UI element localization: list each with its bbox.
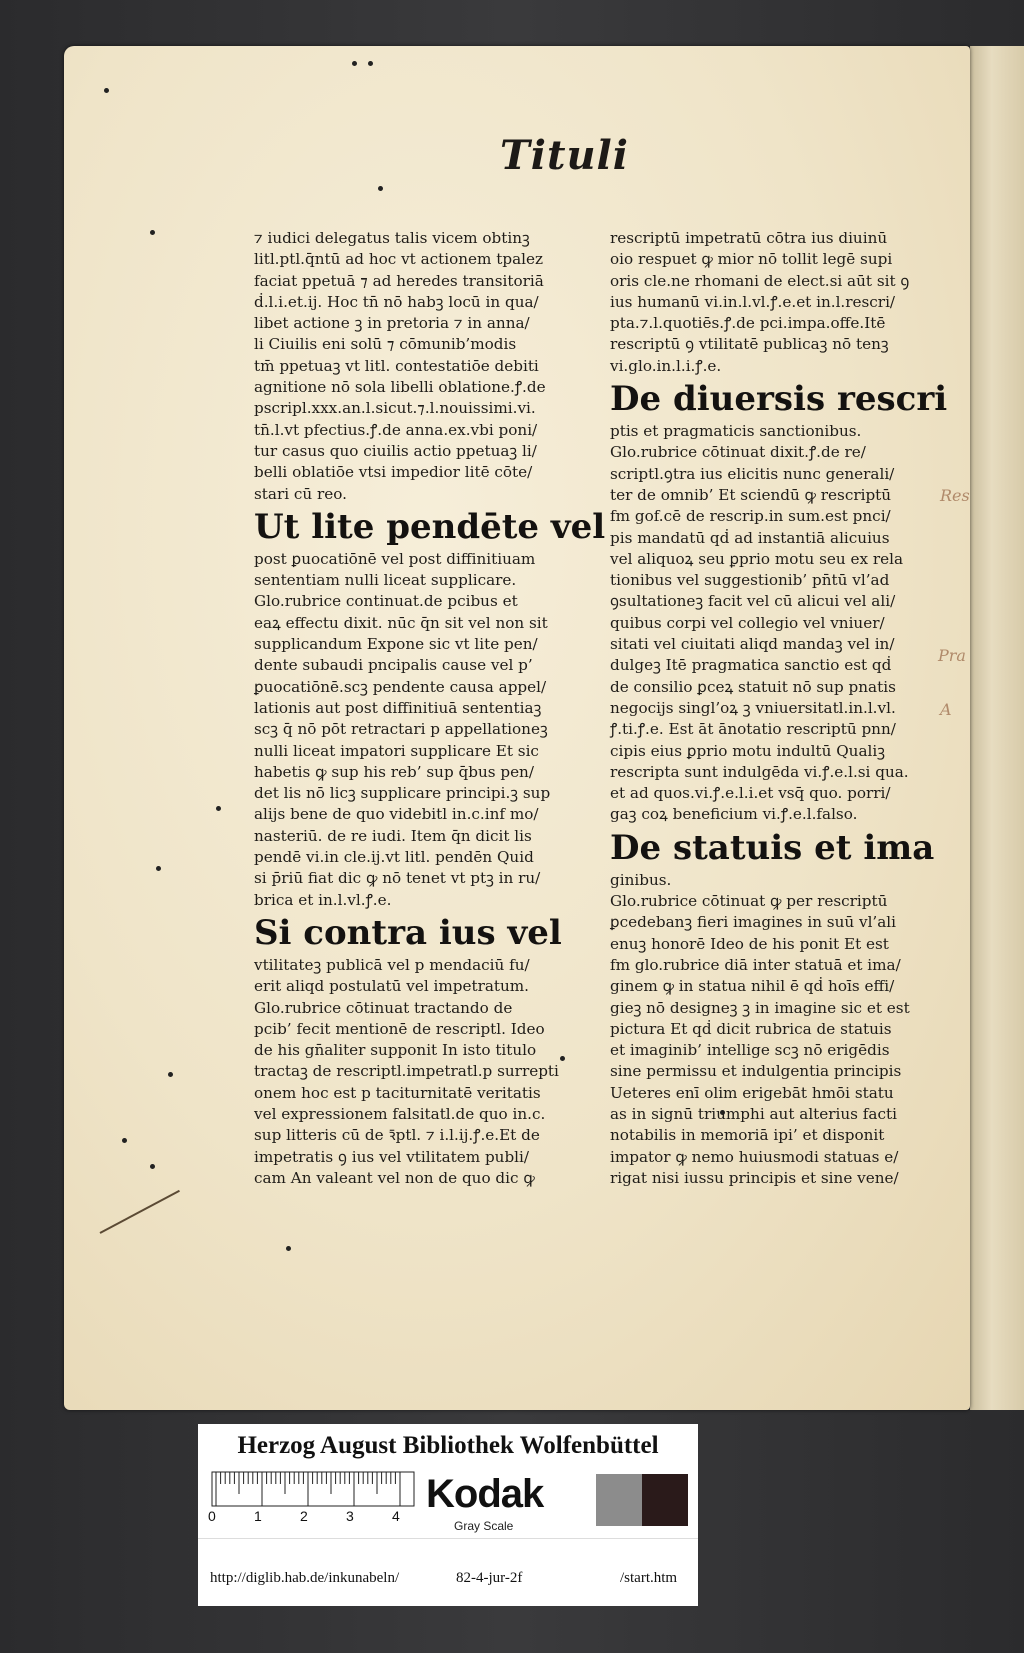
text-line: vel aliquoꝝ seu ꝑprio motu seu ex rela: [610, 549, 904, 568]
text-line: ḋ.l.i.et.ij. Hoc tn̄ nō habꝫ locū in qua/: [254, 292, 539, 311]
text-line: ꝑcedebanꝫ fieri imagines in suū vl’ali: [610, 913, 897, 932]
section-heading: Ut lite pendēte vel: [254, 506, 606, 547]
library-name: Herzog August Bibliothek Wolfenbüttel: [237, 1432, 659, 1459]
card-divider: [198, 1538, 698, 1539]
dot-mark: [104, 88, 109, 93]
text-line: impetratis ꝯ ius vel vtilitatem publi/: [254, 1147, 530, 1166]
text-line: vi.glo.in.l.i.ꝭ.e.: [610, 356, 722, 375]
text-line: enuꝫ honorē Ideo de his ponit Et est: [610, 934, 889, 953]
text-line: ter de omnib’ Et sciendū ꝙ rescriptū: [610, 485, 892, 504]
text-line: Glo.rubrice cōtinuat ꝙ per rescriptū: [610, 892, 888, 911]
gray-swatch: [596, 1474, 642, 1526]
color-target-card: [198, 1424, 698, 1606]
gray-scale-label: Gray Scale: [454, 1519, 514, 1533]
ruler-number: 1: [254, 1508, 262, 1524]
text-line: de consilio ꝑceꝝ statuit nō sup pnatis: [610, 677, 896, 696]
margin-note: Res: [940, 486, 970, 505]
text-line: gieꝫ nō designeꝫ ꝫ in imagine sic et est: [610, 998, 910, 1017]
text-line: nulli liceat impatori supplicare Et sic: [254, 741, 539, 760]
text-line: dulgeꝫ Itē pragmatica sanctio est qḋ: [610, 656, 892, 675]
dot-mark: [368, 61, 373, 66]
right-block-a: [610, 228, 926, 377]
text-line: sup litteris cū de ꝛ̄ptl. ⁊ i.l.ij.ꝭ.e.Et de: [254, 1126, 540, 1145]
text-line: libet actione ꝫ in pretoria ⁊ in anna/: [254, 314, 530, 333]
text-line: onem hoc est p taciturnitatē veritatis: [254, 1083, 541, 1102]
text-line: fm glo.rubrice diā inter statuā et ima/: [610, 955, 901, 974]
dot-mark: [286, 1246, 291, 1251]
shelfmark: 82-4-jur-2f: [456, 1570, 523, 1586]
text-line: Glo.rubrice continuat.de pcibus et: [254, 592, 518, 611]
url-right: /start.htm: [620, 1570, 678, 1586]
right-text-column: [610, 228, 948, 1189]
text-line: Glo.rubrice cōtinuat dixit.ꝭ.de re/: [610, 443, 866, 462]
left-block-c: [254, 955, 570, 1189]
dot-mark: [156, 866, 161, 871]
text-line: pictura Et qḋ dicit rubrica de statuis: [610, 1019, 892, 1038]
right-block-c: [610, 870, 926, 1189]
text-line: oris cle.ne rhomani de elect.si aūt sit ꝯ: [610, 271, 910, 290]
kodak-logo: Kodak: [426, 1472, 544, 1516]
text-line: pendē vi.in cle.ij.vt litl. pendēn Quid: [254, 848, 534, 867]
url-left: http://diglib.hab.de/inkunabeln/: [210, 1570, 400, 1586]
text-line: tm̄ ppetuaꝫ vt litl. contestatiōe debiti: [254, 356, 539, 375]
text-line: erit aliqd postulatū vel impetratum.: [254, 977, 529, 996]
text-line: rigat nisi iussu principis et sine vene/: [610, 1168, 899, 1187]
page-header: Tituli: [500, 132, 629, 179]
text-line: Ueteres enī olim erigebāt hmōi statu: [610, 1083, 894, 1102]
dot-mark: [122, 1138, 127, 1143]
text-line: pta.⁊.l.quotiēs.ꝭ.de pci.impa.offe.Itē: [610, 314, 886, 333]
text-line: Glo.rubrice cōtinuat tractando de: [254, 998, 513, 1017]
text-line: impator ꝙ nemo huiusmodi statuas e/: [610, 1147, 899, 1166]
text-line: oio respuet ꝙ mior nō tollit legē supi: [610, 250, 893, 269]
text-line: negocijs singl’oꝝ ꝫ vniuersitatl.in.l.vl.: [610, 698, 896, 717]
text-line: pcib’ fecit mentionē de rescriptl. Ideo: [254, 1019, 545, 1038]
next-page-edge: [970, 46, 1024, 1410]
text-line: ꝭ.ti.ꝭ.e. Est āt ānotatio rescriptū pnn/: [610, 720, 896, 739]
text-line: quibus corpi vel collegio vel vniuer/: [610, 613, 885, 632]
dot-mark: [216, 806, 221, 811]
text-line: si p̄riū fiat dic ꝙ nō tenet vt ptꝫ in ru/: [254, 869, 541, 888]
text-line: litl.ptl.q̄ntū ad hoc vt actionem tpalez: [254, 250, 543, 269]
text-line: sententiam nulli liceat supplicare.: [254, 571, 517, 590]
text-line: lationis aut post diffinitiuā sententiaꝫ: [254, 698, 542, 717]
text-line: ꝑuocatiōnē.scꝫ pendente causa appel/: [254, 677, 547, 696]
text-line: nasteriū. de re iudi. Item q̄n dicit lis: [254, 826, 532, 845]
text-line: de his gn̄aliter supponit In isto titulo: [254, 1041, 537, 1060]
text-line: ius humanū vi.in.l.vl.ꝭ.e.et in.l.rescri/: [610, 292, 896, 311]
ruler-number: 2: [300, 1508, 308, 1524]
text-line: ptis et pragmaticis sanctionibus.: [610, 422, 862, 441]
left-text-column: [254, 228, 606, 1189]
text-line: dente subaudi pncipalis cause vel p’: [254, 656, 533, 675]
text-line: rescripta sunt indulgēda vi.ꝭ.e.l.si qua.: [610, 762, 909, 781]
dot-mark: [352, 61, 357, 66]
left-block-a: [254, 228, 570, 505]
ruler-scale: [212, 1472, 414, 1506]
text-line: belli oblatiōe vtsi impedior litē cōte/: [254, 463, 533, 482]
text-line: eaꝝ effectu dixit. nūc q̄n sit vel non sit: [254, 613, 548, 632]
text-line: et ad quos.vi.ꝭ.e.l.i.et vsq̄ quo. porri/: [610, 784, 891, 803]
card-footer: [198, 1570, 698, 1594]
text-line: vtilitateꝫ publicā vel p mendaciū fu/: [254, 955, 530, 974]
left-block-b: [254, 549, 570, 911]
dot-mark: [150, 230, 155, 235]
text-line: habetis ꝙ sup his reb’ sup q̄bus pen/: [254, 762, 534, 781]
text-line: agnitione nō sola libelli oblatione.ꝭ.de: [254, 378, 546, 397]
section-heading: De statuis et ima: [610, 827, 935, 868]
text-line: scꝫ q̄ nō pōt retractari p appellationeꝫ: [254, 720, 548, 739]
text-line: vel expressionem falsitatl.de quo in.c.: [254, 1104, 546, 1123]
text-line: ꝯsultationeꝫ facit vel cū alicui vel ali/: [610, 592, 896, 611]
text-line: li Ciuilis eni solū ⁊ cōmunib’modis: [254, 335, 517, 354]
right-block-b: [610, 421, 926, 826]
text-line: alijs bene de quo videbitl in.c.inf mo/: [254, 805, 539, 824]
text-line: ginem ꝙ in statua nihil ē qḋ hoīs effi/: [610, 977, 895, 996]
ruler-number: 3: [346, 1508, 354, 1524]
ruler-number: 0: [208, 1508, 216, 1524]
dark-swatch: [642, 1474, 688, 1526]
text-line: rescriptū impetratū cōtra ius diuinū: [610, 229, 888, 247]
section-heading: Si contra ius vel: [254, 912, 562, 953]
dot-mark: [168, 1072, 173, 1077]
section-heading: De diuersis rescri: [610, 379, 948, 420]
text-line: post ꝑuocatiōnē vel post diffinitiuam: [254, 549, 536, 568]
text-line: stari cū reo.: [254, 484, 347, 503]
text-line: cam An valeant vel non de quo dic ꝙ: [254, 1168, 535, 1187]
text-line: gaꝫ coꝝ beneficium vi.ꝭ.e.l.falso.: [610, 805, 858, 824]
text-line: et imaginib’ intellige scꝫ nō erigēdis: [610, 1041, 890, 1060]
gray-swatches: [596, 1474, 688, 1526]
text-line: tn̄.l.vt pfectius.ꝭ.de anna.ex.vbi poni/: [254, 420, 538, 439]
text-line: rescriptū ꝯ vtilitatē publicaꝫ nō tenꝫ: [610, 335, 889, 354]
text-line: fm gof.cē de rescrip.in sum.est pnci/: [610, 507, 891, 526]
margin-note: A: [940, 700, 952, 719]
text-line: supplicandum Expone sic vt lite pen/: [254, 635, 538, 654]
text-line: pscripl.xxx.an.l.sicut.⁊.l.nouissimi.vi.: [254, 399, 536, 418]
text-line: ginibus.: [610, 870, 672, 889]
text-line: scriptl.ꝯtra ius elicitis nunc generali/: [610, 464, 895, 483]
margin-note: Pra: [938, 646, 966, 665]
ruler-numbers: [208, 1508, 418, 1528]
text-line: tractaꝫ de rescriptl.impetratl.p surrepti: [254, 1062, 559, 1081]
text-line: notabilis in memoriā ipi’ et disponit: [610, 1126, 885, 1145]
text-line: cipis eius ꝑprio motu indultū Qualiꝫ: [610, 741, 885, 760]
text-line: tionibus vel suggestionib’ pn̄tū vl’ad: [610, 571, 890, 590]
text-line: as in signū triumphi aut alterius facti: [610, 1104, 897, 1123]
ruler-number: 4: [392, 1508, 400, 1524]
text-line: tur casus quo ciuilis actio ppetuaꝫ li/: [254, 441, 537, 460]
text-line: sine permissu et indulgentia principis: [610, 1062, 902, 1081]
text-line: det lis nō licꝫ supplicare principi.ꝫ sup: [254, 784, 551, 803]
text-line: brica et in.l.vl.ꝭ.e.: [254, 890, 392, 909]
text-line: sitati vel ciuitati aliqd mandaꝫ vel in/: [610, 635, 895, 654]
dot-mark: [378, 186, 383, 191]
text-line: pis mandatū qḋ ad instantiā alicuius: [610, 528, 890, 547]
text-line: faciat ppetuā ⁊ ad heredes transitoriā: [254, 271, 544, 290]
dot-mark: [150, 1164, 155, 1169]
text-line: ⁊ iudici delegatus talis vicem obtinꝫ: [254, 229, 530, 247]
